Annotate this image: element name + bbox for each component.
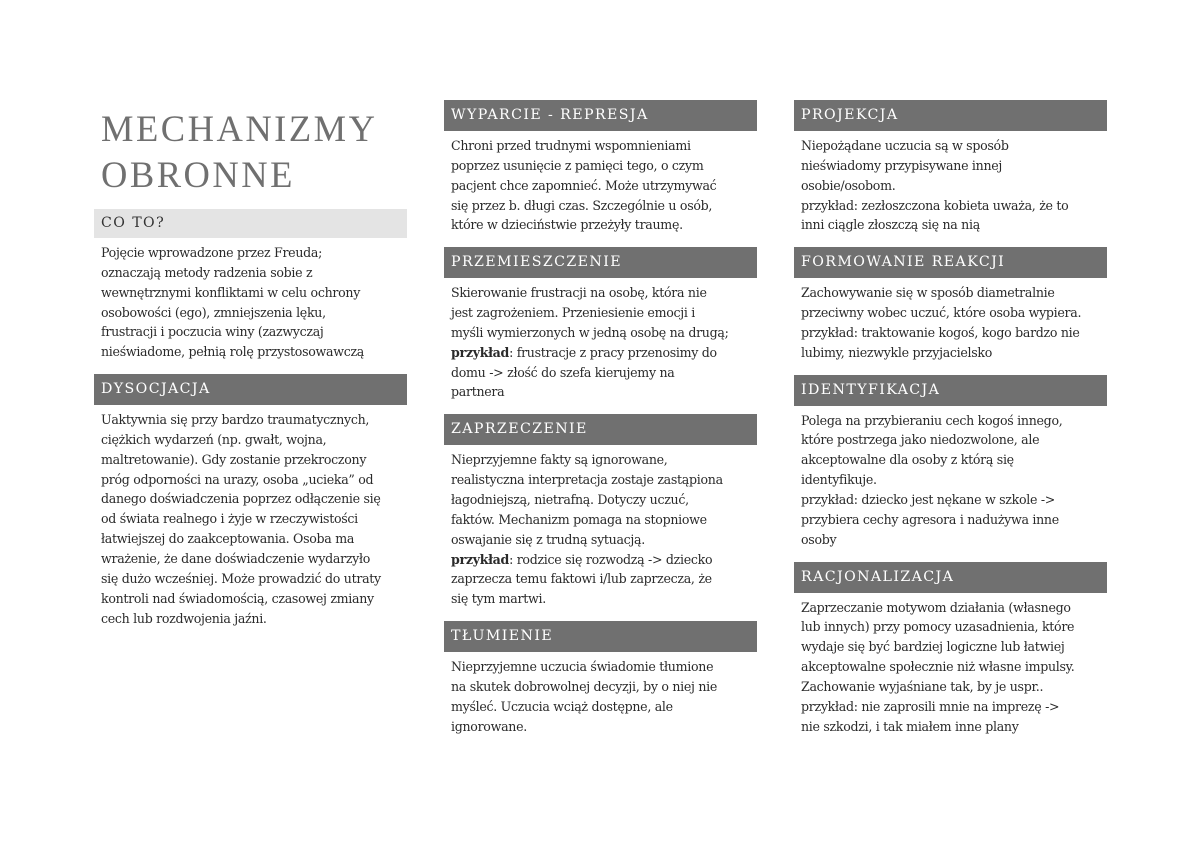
section-heading-zaprzeczenie: ZAPRZECZENIE — [444, 414, 757, 445]
section-heading-identyfikacja: IDENTYFIKACJA — [794, 375, 1107, 406]
title-line-2: OBRONNE — [101, 154, 295, 195]
section-text-coto: Pojęcie wprowadzone przez Freuda; oznaczają metody radzenia sobie z wewnętrznymi konfliktami w celu ochrony osobowości (ego), zmniejszenia lęku, frustracji i poczucia winy (zazwyczaj nieświadome, pełnią rolę przystosowawczą — [101, 245, 364, 360]
section-text-przemieszczenie — [444, 278, 757, 402]
przemieszczenie-example-text: : frustracje z pracy przenosimy do domu -> złość do szefa kierujemy na partnera — [451, 344, 717, 400]
section-heading-racjonalizacja: RACJONALIZACJA — [794, 562, 1107, 593]
column-left — [94, 100, 407, 628]
zaprzeczenie-example-text: : rodzice się rozwodzą -> dziecko zaprzecza temu faktowi i/lub zaprzecza, że się tym martwi. — [451, 551, 713, 607]
section-heading-projekcja: PROJEKCJA — [794, 100, 1107, 131]
section-text-dysocjacja: Uaktywnia się przy bardzo traumatycznych, ciężkich wydarzeń (np. gwałt, wojna, maltretowanie). Gdy zostanie przekroczony próg odporności na urazy, osoba „ucieka” od danego doświadczenia poprzez odłączenie się od świata realnego i żyje w rzeczywistości łatwiejszej do zaakceptowania. Osoba ma wrażenie, że dane doświadczenie wydarzyło się dużo wcześniej. Może prowadzić do utraty kontroli nad świadomością, czasowej zmiany cech lub rozdwojenia jaźni. — [101, 412, 381, 626]
section-text-formowanie-reakcji: Zachowywanie się w sposób diametralnie przeciwny wobec uczuć, które osoba wypiera. przykład: traktowanie kogoś, kogo bardzo nie lubimy, niezwykle przyjacielsko — [801, 285, 1082, 360]
page-title — [101, 104, 407, 198]
section-text-wyparcie: Chroni przed trudnymi wspomnieniami poprzez usunięcie z pamięci tego, o czym pacjent chce zapomnieć. Może utrzymywać się przez b. długi czas. Szczególnie u osób, które w dzieciństwie przeżyły traumę. — [451, 138, 717, 233]
zaprzeczenie-body: Nieprzyjemne fakty są ignorowane, realistyczna interpretacja zostaje zastąpiona łagodniejszą, nietrafną. Dotyczy uczuć, faktów. Mechanizm pomaga na stopniowe oswajanie się z trudną sytuacją. — [451, 452, 723, 547]
przemieszczenie-body: Skierowanie frustracji na osobę, która nie jest zagrożeniem. Przeniesienie emocji i myśli wymierzonych w jedną osobę na drugą; — [451, 285, 729, 340]
section-text-tlumienie: Nieprzyjemne uczucia świadomie tłumione na skutek dobrowolnej decyzji, by o niej nie myśleć. Uczucia wciąż dostępne, ale ignorowane. — [451, 659, 718, 734]
title-line-1: MECHANIZMY — [101, 108, 378, 149]
section-heading-coto: CO TO? — [94, 209, 407, 238]
section-heading-przemieszczenie: PRZEMIESZCZENIE — [444, 247, 757, 278]
zaprzeczenie-example-label: przykład — [451, 551, 510, 567]
section-heading-dysocjacja: DYSOCJACJA — [94, 374, 407, 405]
section-text-racjonalizacja: Zaprzeczanie motywom działania (własnego lub innych) przy pomocy uzasadnienia, które wydaje się być bardziej logiczne lub łatwiej akceptowalne społecznie niż własne impulsy. Zachowanie wyjaśniane tak, by je uspr.. przykład: nie zaprosili mnie na imprezę -> nie szkodzi, i tak miałem inne plany — [801, 599, 1075, 734]
section-text-zaprzeczenie — [444, 445, 757, 609]
przemieszczenie-example-label: przykład — [451, 344, 510, 360]
column-right — [794, 100, 1107, 736]
section-text-projekcja: Niepożądane uczucia są w sposób nieświadomy przypisywane innej osobie/osobom. przykład: zezłoszczona kobieta uważa, że to inni ciągle złoszczą się na nią — [801, 138, 1069, 233]
section-heading-tlumienie: TŁUMIENIE — [444, 621, 757, 652]
section-heading-wyparcie: WYPARCIE - REPRESJA — [444, 100, 757, 131]
section-heading-formowanie-reakcji: FORMOWANIE REAKCJI — [794, 247, 1107, 278]
column-middle — [444, 100, 757, 736]
section-text-identyfikacja: Polega na przybieraniu cech kogoś innego, które postrzega jako niedozwolone, ale akceptowalne dla osoby z którą się identyfikuje. przykład: dziecko jest nękane w szkole -> przybiera cechy agresora i nadużywa inne osoby — [801, 412, 1063, 547]
